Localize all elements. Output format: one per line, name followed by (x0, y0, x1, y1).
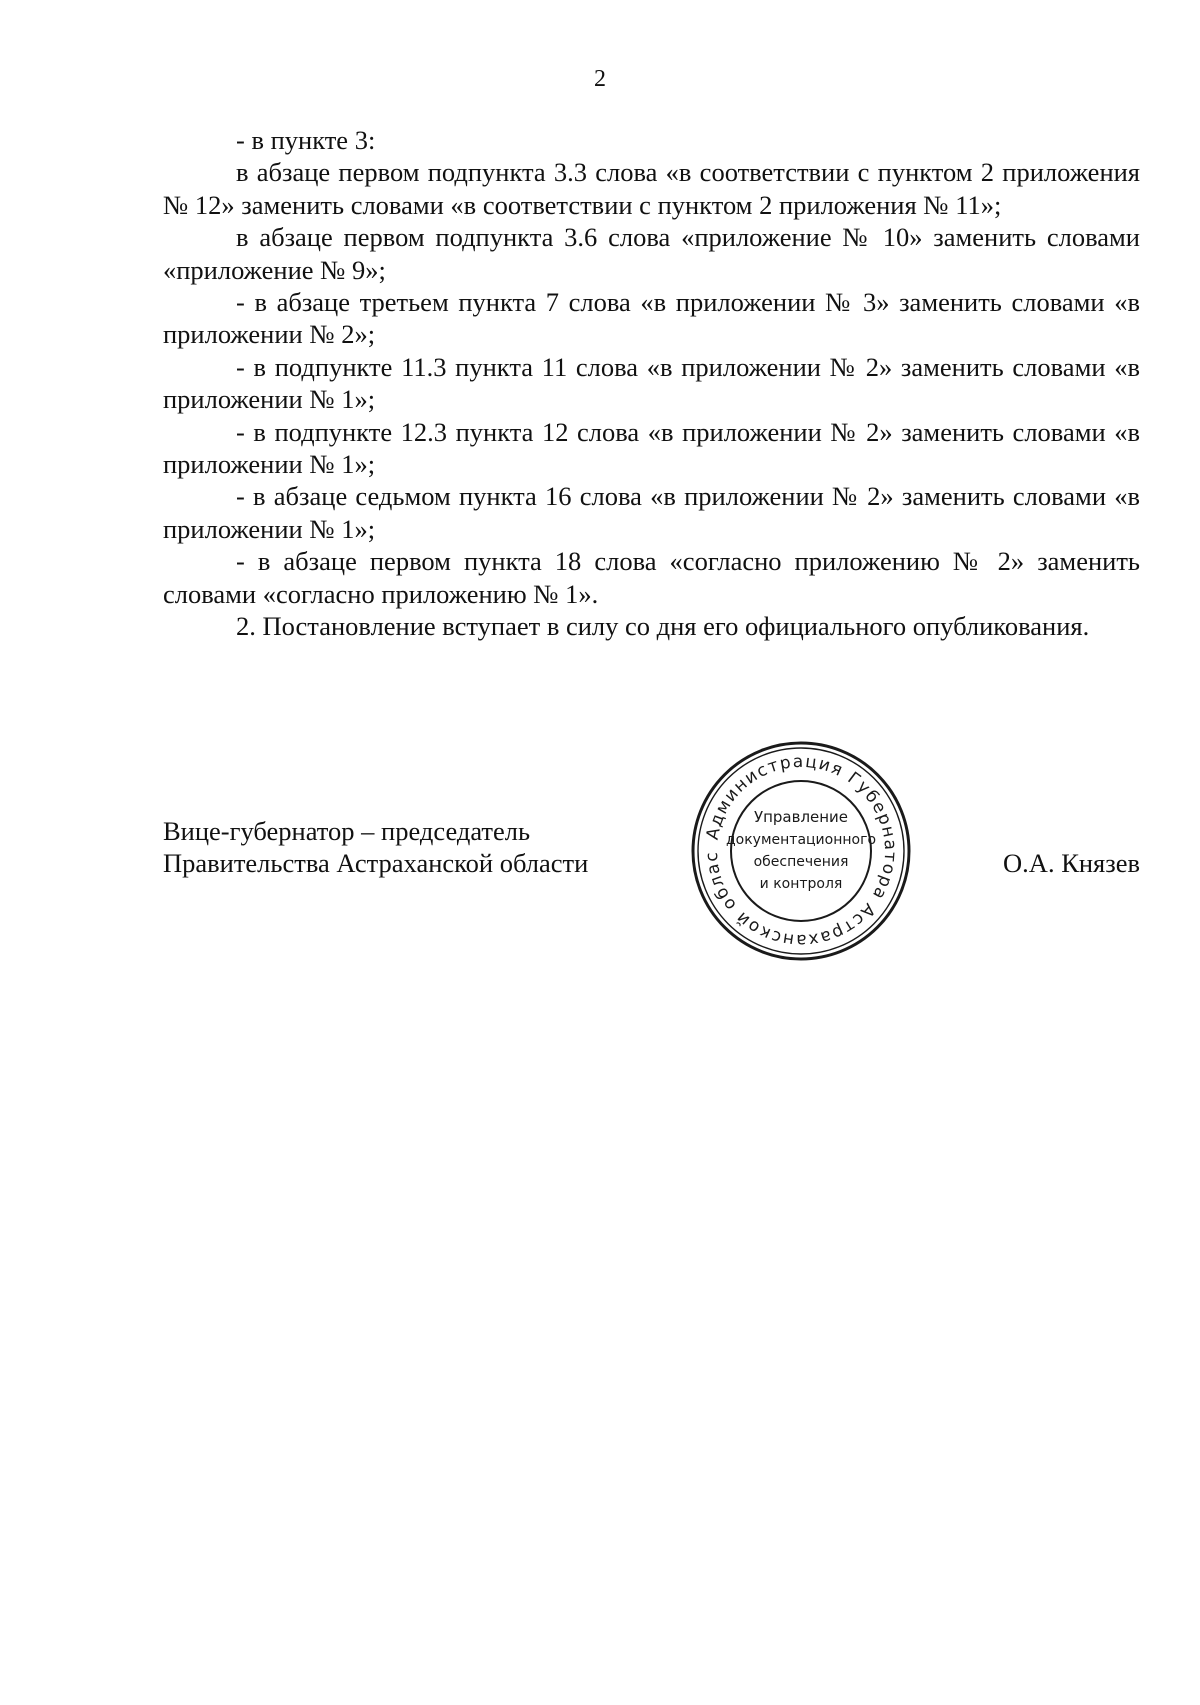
seal-center-line: Управление (753, 808, 849, 826)
page-number: 2 (594, 66, 606, 92)
seal-icon (688, 738, 914, 964)
signatory-title (163, 815, 588, 880)
paragraph: в абзаце первом подпункта 3.6 слова «приложение № 10» заменить словами «приложение № 9»; (163, 222, 1140, 285)
signatory-title-line: Вице-губернатор – председатель (163, 816, 531, 846)
paragraph: - в подпункте 12.3 пункта 12 слова «в приложении № 2» заменить словами «в приложении № 1»; (163, 416, 1140, 480)
paragraph: - в абзаце первом пункта 18 слова «согласно приложению № 2» заменить словами «согласно приложению № 1». (163, 546, 1140, 609)
paragraph: - в абзаце седьмом пункта 16 слова «в приложении № 2» заменить словами «в приложении № 1»; (163, 481, 1140, 544)
official-seal (688, 738, 914, 964)
seal-center-line: документационного (725, 832, 877, 848)
signatory-title-line: Правительства Астраханской области (163, 848, 589, 879)
seal-ring-text: Администрация Губернатора Астраханской облас (701, 751, 901, 951)
seal-center-line: и контроля (759, 876, 843, 892)
paragraph: 2. Постановление вступает в силу со дня его официального опубликования. (236, 611, 1090, 642)
seal-center-line: обеспечения (753, 854, 849, 870)
paragraph: - в подпункте 11.3 пункта 11 слова «в приложении № 2» заменить словами «в приложении № 1»; (163, 351, 1140, 415)
paragraph: - в абзаце третьем пункта 7 слова «в приложении № 3» заменить словами «в приложении № 2»; (163, 287, 1140, 350)
document-body (163, 124, 1140, 643)
signatory-name: О.А. Князев (1003, 848, 1140, 878)
signature-block (163, 815, 1140, 895)
paragraph: - в пункте 3: (236, 125, 376, 155)
paragraph: в абзаце первом подпункта 3.3 слова «в соответствии с пунктом 2 приложения № 12» заменить словами «в соответствии с пунктом 2 приложения № 11»; (163, 157, 1140, 220)
